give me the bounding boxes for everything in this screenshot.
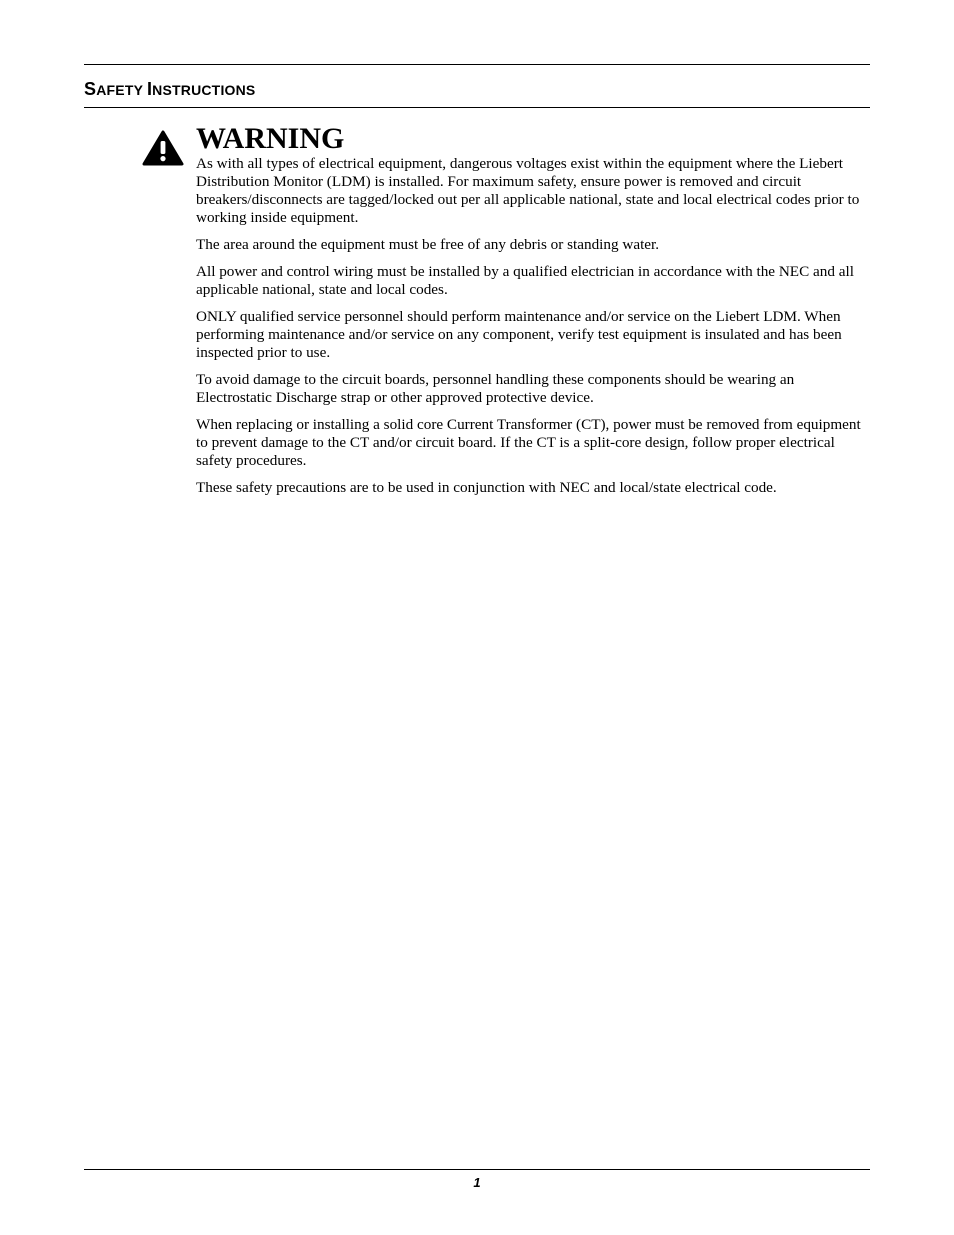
page-number: 1 [473, 1175, 481, 1190]
warning-paragraph: When replacing or installing a solid core Current Transformer (CT), power must be removed from equipment to prevent damage to the CT and/or circuit board. If the CT is a split-core design, follow proper electrical safety procedures. [196, 416, 861, 469]
heading-rule [84, 107, 870, 108]
warning-paragraph: These safety precautions are to be used in conjunction with NEC and local/state electrical code. [196, 479, 777, 496]
warning-paragraph: To avoid damage to the circuit boards, personnel handling these components should be wearing an Electrostatic Discharge strap or other approved protective device. [196, 371, 795, 406]
warning-paragraph: All power and control wiring must be installed by a qualified electrician in accordance with the NEC and all applicable national, state and local codes. [196, 263, 854, 298]
footer-rule [84, 1169, 870, 1170]
section-title-initial-i: I [146, 79, 153, 99]
section-title [84, 79, 255, 100]
section-title-initial-s: S [84, 79, 97, 99]
warning-body [196, 155, 872, 506]
warning-title: WARNING [196, 122, 345, 155]
warning-paragraph: As with all types of electrical equipment, dangerous voltages exist within the equipment where the Liebert Distribution Monitor (LDM) is installed. For maximum safety, ensure power is removed and circuit breakers/disconnects are tagged/locked out per all applicable national, state and local electrical codes prior to working inside equipment. [196, 155, 860, 226]
warning-paragraph: The area around the equipment must be free of any debris or standing water. [196, 236, 660, 253]
top-rule [84, 64, 870, 65]
warning-paragraph: ONLY qualified service personnel should perform maintenance and/or service on the Liebert LDM. When performing maintenance and/or service on any component, verify test equipment is insulated and has been inspected prior to use. [196, 308, 842, 361]
section-title-rest-2: NSTRUCTIONS [152, 82, 256, 98]
section-title-rest-1: AFETY [96, 82, 147, 98]
warning-triangle-icon [142, 130, 184, 166]
